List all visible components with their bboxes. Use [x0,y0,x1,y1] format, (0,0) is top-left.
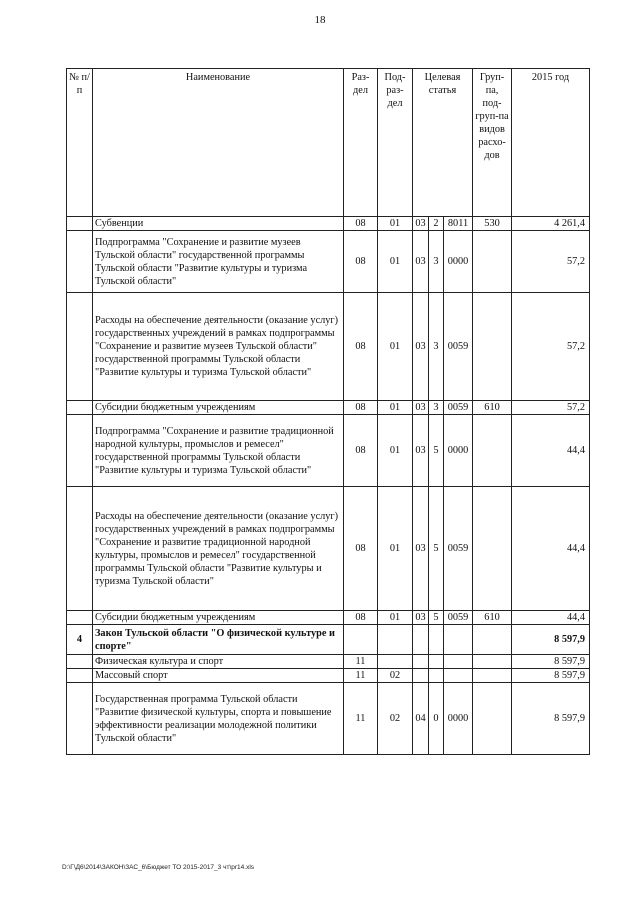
row-celevaya-2 [429,669,444,683]
row-name: Субвенции [93,217,344,231]
row-name: Подпрограмма "Сохранение и развитие традиционной народной культуры, промыслов и ремесел" государственной программы Тульской области "Развитие культуры и туризма Тульской области" [93,415,344,487]
table-row [67,415,590,487]
row-podrazdel: 01 [378,487,413,611]
row-celevaya-2: 3 [429,231,444,293]
row-amount: 44,4 [512,611,590,625]
table-row [67,625,590,655]
row-razdel: 08 [344,487,378,611]
row-celevaya-1: 03 [413,487,429,611]
row-razdel: 08 [344,217,378,231]
row-celevaya-3: 0059 [444,401,473,415]
row-razdel: 11 [344,655,378,669]
row-razdel: 11 [344,669,378,683]
row-name: Государственная программа Тульской области "Развитие физической культуры, спорта и повышение эффективности реализации молодежной политики Тульской области" [93,683,344,755]
row-celevaya-1: 03 [413,217,429,231]
row-amount: 8 597,9 [512,683,590,755]
row-celevaya-3 [444,669,473,683]
row-vid [473,625,512,655]
row-name: Физическая культура и спорт [93,655,344,669]
row-celevaya-2: 3 [429,293,444,401]
row-vid [473,293,512,401]
row-num [67,669,93,683]
row-podrazdel: 01 [378,293,413,401]
row-celevaya-3: 0059 [444,487,473,611]
row-name: Массовый спорт [93,669,344,683]
row-podrazdel: 01 [378,415,413,487]
table-row [67,683,590,755]
row-celevaya-3 [444,625,473,655]
row-razdel: 08 [344,231,378,293]
header-podrazdel: Под-раз-дел [378,69,413,217]
row-name: Расходы на обеспечение деятельности (оказание услуг) государственных учреждений в рамках подпрограммы "Сохранение и развитие традиционной народной культуры, промыслов и ремесел" государственной программы Тульской области "Развитие культуры и туризма Тульской области" [93,487,344,611]
row-num [67,231,93,293]
row-num [67,293,93,401]
row-amount: 57,2 [512,401,590,415]
row-celevaya-3: 0000 [444,683,473,755]
table-header-row [67,69,590,217]
row-celevaya-1 [413,669,429,683]
budget-table [66,68,590,755]
row-num [67,683,93,755]
row-celevaya-2: 0 [429,683,444,755]
row-vid: 610 [473,401,512,415]
row-celevaya-1: 03 [413,293,429,401]
table-row [67,611,590,625]
table-row [67,401,590,415]
row-celevaya-1 [413,655,429,669]
row-celevaya-2: 2 [429,217,444,231]
row-name: Подпрограмма "Сохранение и развитие музеев Тульской области" государственной программы Тульской области "Развитие культуры и туризма Тульской области" [93,231,344,293]
table-row [67,217,590,231]
row-celevaya-2: 5 [429,415,444,487]
table-row [67,487,590,611]
row-razdel: 08 [344,401,378,415]
row-name: Расходы на обеспечение деятельности (оказание услуг) государственных учреждений в рамках подпрограммы "Сохранение и развитие музеев Тульской области" государственной программы Тульской области "Развитие культуры и туризма Тульской области" [93,293,344,401]
row-podrazdel: 02 [378,669,413,683]
row-vid [473,231,512,293]
row-num: 4 [67,625,93,655]
row-amount: 57,2 [512,293,590,401]
row-celevaya-3: 0059 [444,611,473,625]
row-num [67,217,93,231]
header-num: № п/п [67,69,93,217]
row-razdel [344,625,378,655]
row-celevaya-1 [413,625,429,655]
row-amount: 8 597,9 [512,655,590,669]
row-razdel: 08 [344,293,378,401]
row-celevaya-1: 03 [413,231,429,293]
row-amount: 8 597,9 [512,669,590,683]
row-vid [473,415,512,487]
row-podrazdel: 01 [378,231,413,293]
row-num [67,487,93,611]
table-row [67,669,590,683]
row-name: Субсидии бюджетным учреждениям [93,401,344,415]
row-celevaya-1: 04 [413,683,429,755]
row-amount: 4 261,4 [512,217,590,231]
row-celevaya-3: 0000 [444,415,473,487]
row-celevaya-1: 03 [413,415,429,487]
table-row [67,293,590,401]
header-name: Наименование [93,69,344,217]
table-row [67,231,590,293]
row-amount: 57,2 [512,231,590,293]
row-vid: 610 [473,611,512,625]
row-amount: 44,4 [512,415,590,487]
row-podrazdel [378,655,413,669]
row-name: Закон Тульской области "О физической культуре и спорте" [93,625,344,655]
row-celevaya-3 [444,655,473,669]
row-celevaya-2 [429,625,444,655]
row-podrazdel: 02 [378,683,413,755]
row-amount: 8 597,9 [512,625,590,655]
row-celevaya-3: 8011 [444,217,473,231]
header-celevaya: Целевая статья [413,69,473,217]
table-row [67,655,590,669]
row-name: Субсидии бюджетным учреждениям [93,611,344,625]
row-num [67,655,93,669]
header-year: 2015 год [512,69,590,217]
page-number: 18 [314,14,326,26]
row-podrazdel [378,625,413,655]
row-celevaya-3: 0000 [444,231,473,293]
header-vid: Груп-па, под-груп-па видов расхо-дов [473,69,512,217]
row-celevaya-2: 5 [429,611,444,625]
row-vid [473,487,512,611]
row-razdel: 11 [344,683,378,755]
row-vid: 530 [473,217,512,231]
row-vid [473,669,512,683]
row-celevaya-2: 3 [429,401,444,415]
row-celevaya-2: 5 [429,487,444,611]
row-num [67,415,93,487]
row-razdel: 08 [344,415,378,487]
row-celevaya-3: 0059 [444,293,473,401]
row-celevaya-2 [429,655,444,669]
row-podrazdel: 01 [378,611,413,625]
row-amount: 44,4 [512,487,590,611]
row-razdel: 08 [344,611,378,625]
row-num [67,401,93,415]
row-vid [473,655,512,669]
row-num [67,611,93,625]
row-podrazdel: 01 [378,401,413,415]
row-vid [473,683,512,755]
file-path-footer: D:\Г\Д6\2014\ЗАКОН\ЗАС_6\Бюджет ТО 2015-2017_3 чт\pr14.xls [62,864,255,871]
row-celevaya-1: 03 [413,401,429,415]
row-podrazdel: 01 [378,217,413,231]
row-celevaya-1: 03 [413,611,429,625]
header-razdel: Раз-дел [344,69,378,217]
